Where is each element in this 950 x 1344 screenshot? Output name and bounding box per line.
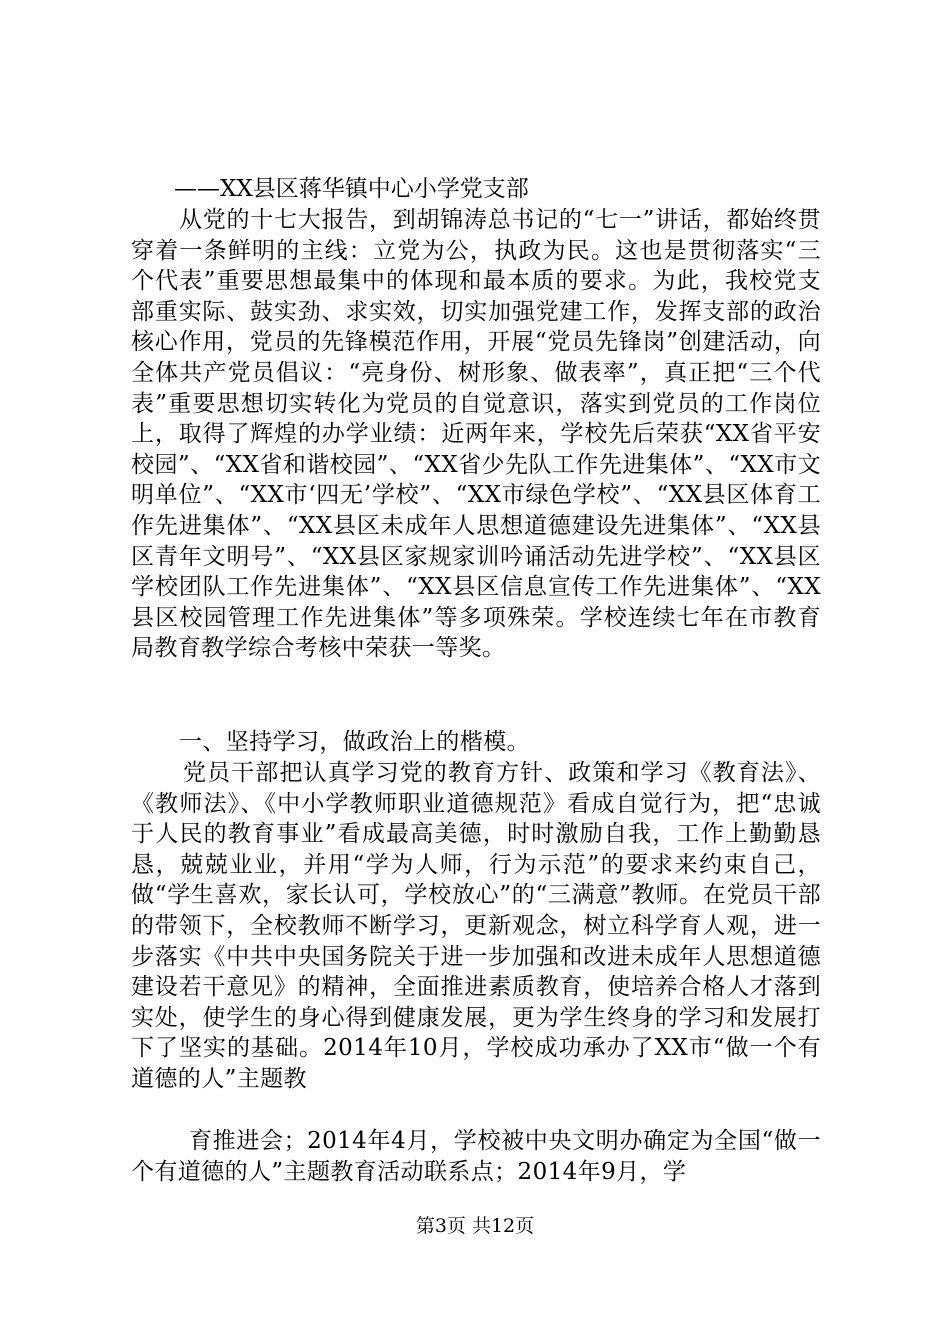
footer-current-page: 3	[434, 1215, 447, 1237]
paragraph-continuation: 育推进会；2014年4月，学校被中央文明办确定为全国“做一个有道德的人”主题教育活动联系点；2014年9月，学	[131, 1128, 821, 1185]
footer-total-pages: 12	[490, 1215, 516, 1237]
footer-suffix: 页	[515, 1215, 535, 1237]
footer-prefix: 第	[415, 1215, 435, 1237]
paragraph-section-1: 党员干部把认真学习党的教育方针、政策和学习《教育法》、《教师法》、《中小学教师职业道德规范》看成自觉行为，把“忠诚于人民的教育事业”看成最高美德，时时激励自我，工作上勤勤恳恳，兢兢业业，并用“学为人师，行为示范”的要求来约束自己，做“学生喜欢，家长认可，学校放心”的“三满意”教师。在党员干部的带领下，全校教师不断学习，更新观念，树立科学育人观，进一步落实《中共中央国务院关于进一步加强和改进未成年人思想道德建设若干意见》的精神，全面推进素质教育，使培养合格人才落到实处，使学生的身心得到健康发展，更为学生终身的学习和发展打下了坚实的基础。2014年10月，学校成功承办了XX市“做一个有道德的人”主题教	[131, 760, 821, 1092]
page-footer	[0, 1214, 950, 1238]
paragraph-intro: 从党的十七大报告，到胡锦涛总书记的“七一”讲话，都始终贯穿着一条鲜明的主线：立党为公，执政为民。这也是贯彻落实“三个代表”重要思想最集中的体现和最本质的要求。为此，我校党支部重实际、鼓实劲、求实效，切实加强党建工作，发挥支部的政治核心作用，党员的先锋模范作用，开展“党员先锋岗”创建活动，向全体共产党员倡议：“亮身份、树形象、做表率”，真正把“三个代表”重要思想切实转化为党员的自觉意识，落实到党员的工作岗位上，取得了辉煌的办学业绩：近两年来，学校先后荣获“XX省平安校园”、“XX省和谐校园”、“XX省少先队工作先进集体”、“XX市文明单位”、“XX市‘四无’学校”、“XX市绿色学校”、“XX县区体育工作先进集体”、“XX县区未成年人思想道德建设先进集体”、“XX县区青年文明号”、“XX县区家规家训吟诵活动先进学校”、“XX县区学校团队工作先进集体”、“XX县区信息宣传工作先进集体”、“XX县区校园管理工作先进集体”等多项殊荣。学校连续七年在市教育局教育教学综合考核中荣获一等奖。	[131, 207, 821, 662]
document-subtitle: ——XX县区蒋华镇中心小学党支部	[174, 176, 529, 202]
footer-middle: 页 共	[446, 1215, 491, 1237]
section-heading-1: 一、坚持学习，做政治上的楷模。	[179, 729, 530, 755]
